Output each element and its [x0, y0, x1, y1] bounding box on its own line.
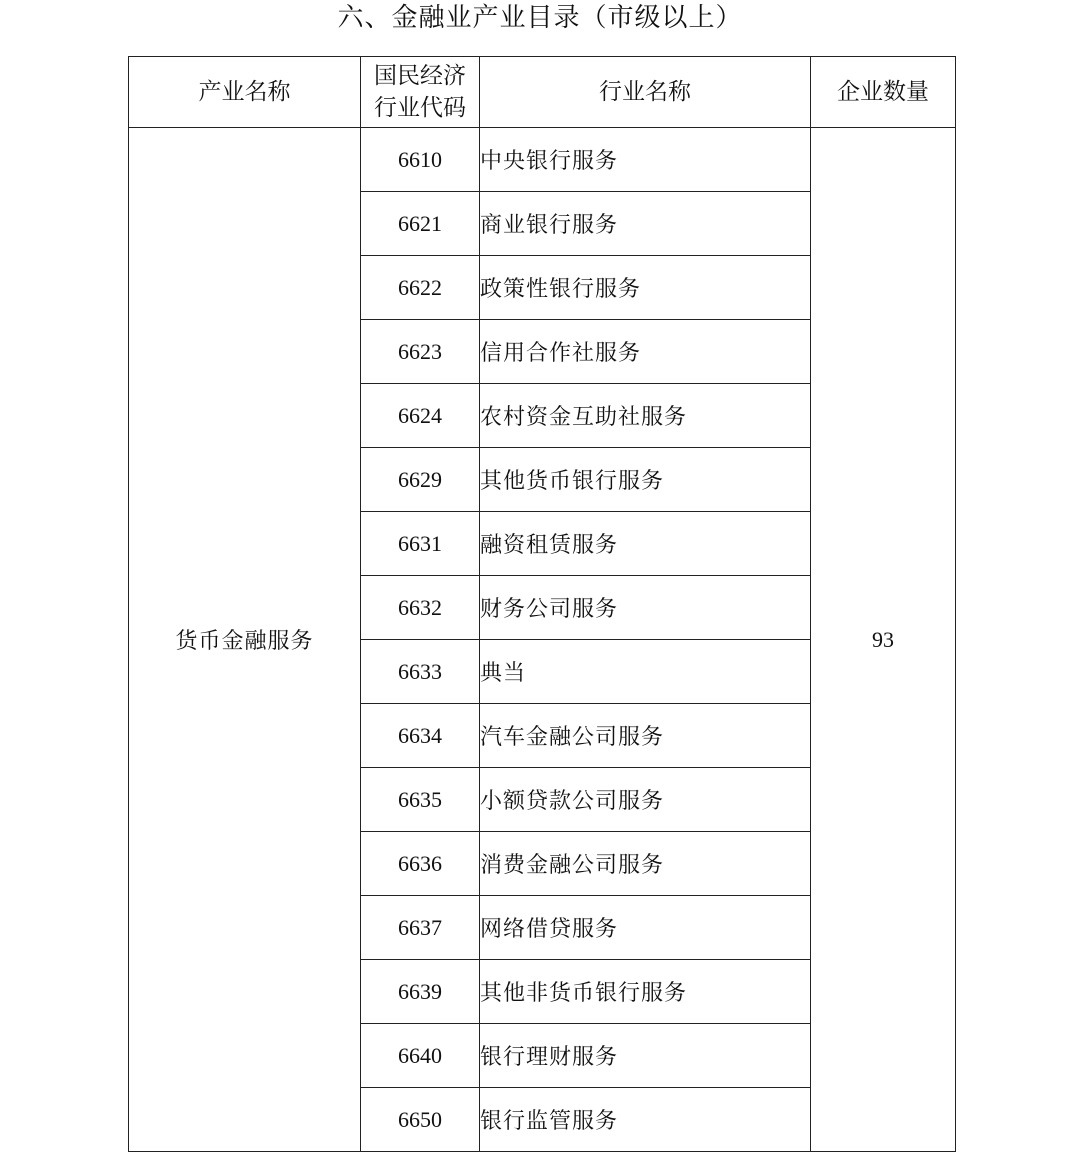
table-body: [129, 128, 956, 1152]
sector-name-cell: 中央银行服务: [480, 128, 811, 192]
code-cell: 6633: [361, 640, 480, 704]
code-cell: 6640: [361, 1024, 480, 1088]
code-cell: 6622: [361, 256, 480, 320]
sector-name-cell: 小额贷款公司服务: [480, 768, 811, 832]
sector-name-cell: 财务公司服务: [480, 576, 811, 640]
code-cell: 6634: [361, 704, 480, 768]
code-cell: 6637: [361, 896, 480, 960]
industry-name-cell: 货币金融服务: [129, 128, 361, 1152]
code-cell: 6624: [361, 384, 480, 448]
code-cell: 6632: [361, 576, 480, 640]
header-code-line2: 行业代码: [374, 95, 466, 121]
sector-name-cell: 其他货币银行服务: [480, 448, 811, 512]
code-cell: 6635: [361, 768, 480, 832]
header-industry-name: 产业名称: [129, 57, 361, 128]
page-title: 六、金融业产业目录（市级以上）: [337, 3, 743, 33]
table-row: [129, 128, 956, 192]
code-cell: 6639: [361, 960, 480, 1024]
header-company-count: 企业数量: [811, 57, 956, 128]
sector-name-cell: 汽车金融公司服务: [480, 704, 811, 768]
sector-name-cell: 融资租赁服务: [480, 512, 811, 576]
company-count-cell: 93: [811, 128, 956, 1152]
header-code-line1: 国民经济: [374, 63, 466, 89]
sector-name-cell: 银行理财服务: [480, 1024, 811, 1088]
code-cell: 6610: [361, 128, 480, 192]
code-cell: 6650: [361, 1088, 480, 1152]
sector-name-cell: 其他非货币银行服务: [480, 960, 811, 1024]
code-cell: 6621: [361, 192, 480, 256]
sector-name-cell: 政策性银行服务: [480, 256, 811, 320]
sector-name-cell: 信用合作社服务: [480, 320, 811, 384]
header-sector-name: 行业名称: [480, 57, 811, 128]
sector-name-cell: 典当: [480, 640, 811, 704]
industry-catalog-table: [128, 56, 956, 1152]
sector-name-cell: 商业银行服务: [480, 192, 811, 256]
sector-name-cell: 网络借贷服务: [480, 896, 811, 960]
header-code: [361, 57, 480, 128]
sector-name-cell: 农村资金互助社服务: [480, 384, 811, 448]
sector-name-cell: 银行监管服务: [480, 1088, 811, 1152]
code-cell: 6629: [361, 448, 480, 512]
code-cell: 6631: [361, 512, 480, 576]
table-header-row: [129, 57, 956, 128]
code-cell: 6623: [361, 320, 480, 384]
code-cell: 6636: [361, 832, 480, 896]
sector-name-cell: 消费金融公司服务: [480, 832, 811, 896]
